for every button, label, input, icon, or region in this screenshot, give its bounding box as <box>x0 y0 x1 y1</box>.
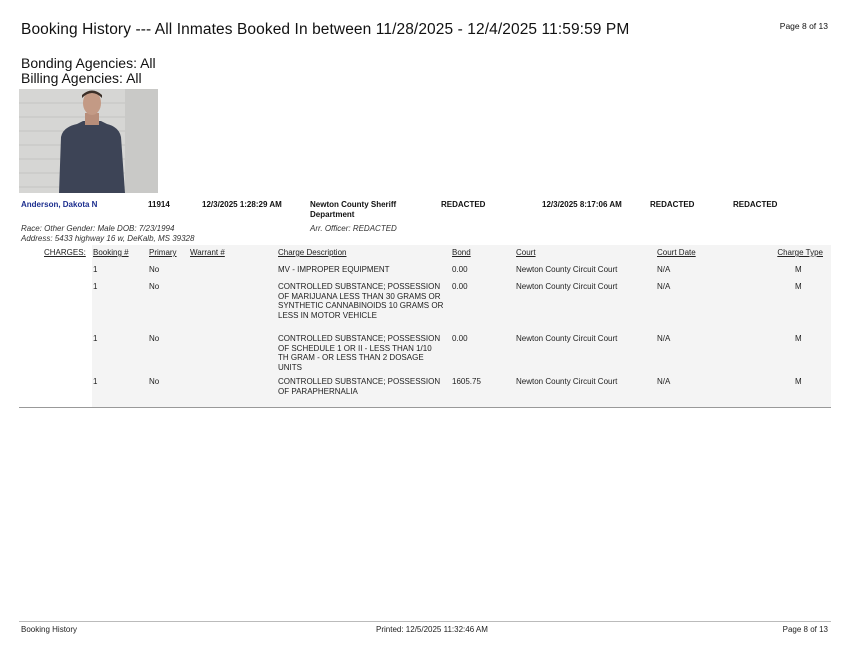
report-title: Booking History --- All Inmates Booked In between 11/28/2025 - 12/4/2025 11:59:59 PM <box>21 21 630 38</box>
charge-booking: 1 <box>93 377 98 386</box>
charge-court-date: N/A <box>657 334 671 343</box>
charge-description: MV - IMPROPER EQUIPMENT <box>278 265 390 274</box>
redacted-field-2: REDACTED <box>650 200 695 209</box>
footer-page-number: Page 8 of 13 <box>782 625 828 634</box>
col-court-date-header: Court Date <box>657 248 696 257</box>
charge-type: M <box>795 265 802 274</box>
record-divider <box>19 407 831 408</box>
charge-court-date: N/A <box>657 377 671 386</box>
col-description-header: Charge Description <box>278 248 347 257</box>
col-primary-header: Primary <box>149 248 177 257</box>
charge-type: M <box>795 334 802 343</box>
charge-court: Newton County Circuit Court <box>516 334 618 343</box>
agency-line-2: Department <box>310 209 355 219</box>
charges-label: CHARGES: <box>44 248 86 257</box>
charge-bond: 0.00 <box>452 334 468 343</box>
charge-booking: 1 <box>93 282 98 291</box>
charge-court: Newton County Circuit Court <box>516 377 618 386</box>
inmate-photo-graphic <box>19 89 158 193</box>
inmate-name-link[interactable]: Anderson, Dakota N <box>21 200 98 209</box>
inmate-photo <box>19 89 158 193</box>
footer-printed-date: Printed: 12/5/2025 11:32:46 AM <box>376 625 488 634</box>
col-court-header: Court <box>516 248 536 257</box>
bonding-agencies: Bonding Agencies: All <box>21 55 156 71</box>
charge-court-date: N/A <box>657 282 671 291</box>
charge-booking: 1 <box>93 265 98 274</box>
charge-primary: No <box>149 265 160 274</box>
address: Address: 5433 highway 16 w, DeKalb, MS 39328 <box>21 234 195 243</box>
charge-type: M <box>795 282 802 291</box>
col-charge-type-header: Charge Type <box>777 248 823 257</box>
demographics: Race: Other Gender: Male DOB: 7/23/1994 <box>21 224 175 233</box>
charge-type: M <box>795 377 802 386</box>
booking-number: 11914 <box>148 200 170 209</box>
footer-divider <box>19 621 831 622</box>
charge-booking: 1 <box>93 334 98 343</box>
agency-line-1: Newton County Sheriff <box>310 200 397 209</box>
agency-filters <box>21 56 156 86</box>
charge-description: CONTROLLED SUBSTANCE; POSSESSION OF MARIJUANA LESS THAN 30 GRAMS OR SYNTHETIC CANNABINOIDS 10 GRAMS OR LESS IN MOTOR VEHICLE <box>278 282 444 320</box>
release-date: 12/3/2025 8:17:06 AM <box>542 200 622 209</box>
charge-court-date: N/A <box>657 265 671 274</box>
charge-bond: 0.00 <box>452 282 468 291</box>
redacted-field-3: REDACTED <box>733 200 778 209</box>
col-booking-header: Booking # <box>93 248 129 257</box>
arresting-officer: Arr. Officer: REDACTED <box>310 224 397 233</box>
arresting-agency <box>310 200 396 219</box>
charge-court: Newton County Circuit Court <box>516 282 618 291</box>
charge-primary: No <box>149 377 160 386</box>
footer-report-name: Booking History <box>21 625 78 634</box>
charge-description: CONTROLLED SUBSTANCE; POSSESSION OF PARAPHERNALIA <box>278 377 441 396</box>
col-bond-header: Bond <box>452 248 471 257</box>
charge-description: CONTROLLED SUBSTANCE; POSSESSION OF SCHEDULE 1 OR II - LESS THAN 1/10 TH GRAM - OR LESS THAN 2 DOSAGE UNITS <box>278 334 441 372</box>
charge-court: Newton County Circuit Court <box>516 265 618 274</box>
charge-primary: No <box>149 334 160 343</box>
col-warrant-header: Warrant # <box>190 248 225 257</box>
booking-date: 12/3/2025 1:28:29 AM <box>202 200 282 209</box>
page-number-top: Page 8 of 13 <box>779 21 828 31</box>
redacted-field-1: REDACTED <box>441 200 486 209</box>
charge-bond: 1605.75 <box>452 377 481 386</box>
billing-agencies: Billing Agencies: All <box>21 70 142 86</box>
charge-primary: No <box>149 282 160 291</box>
charge-bond: 0.00 <box>452 265 468 274</box>
